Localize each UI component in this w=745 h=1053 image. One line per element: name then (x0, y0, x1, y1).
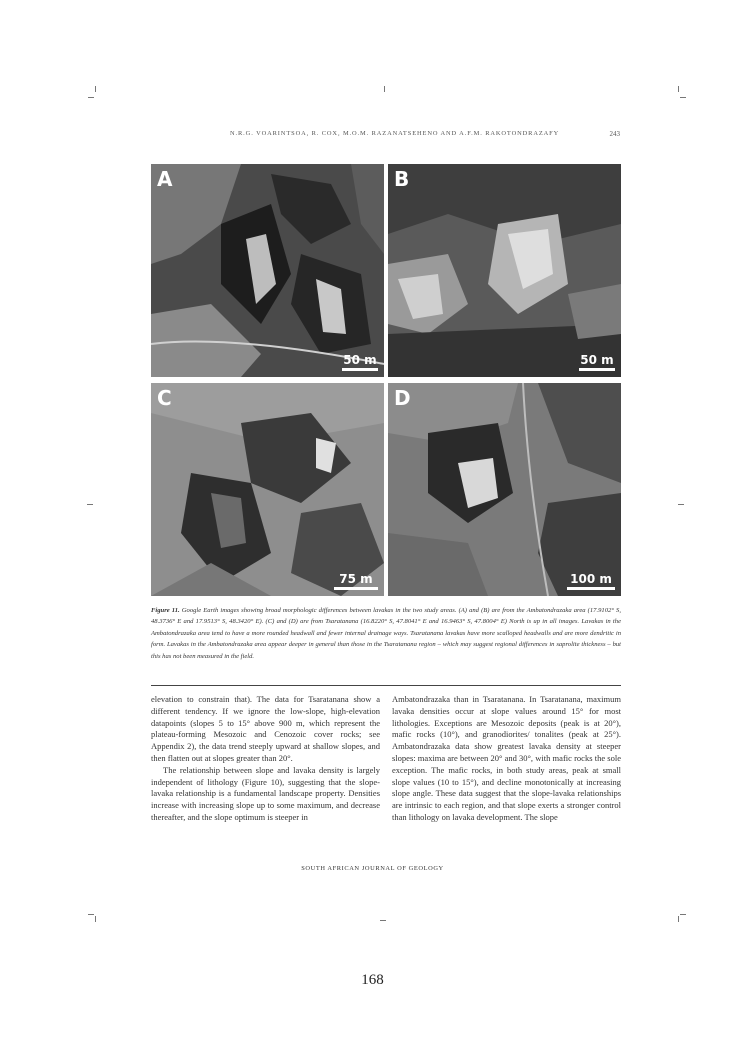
page-folio: 168 (361, 972, 384, 988)
panel-label: B (394, 167, 410, 191)
scale-bar (567, 573, 615, 590)
crop-mark (87, 502, 93, 508)
crop-mark (93, 86, 99, 92)
figure-panel-b (388, 164, 621, 377)
panel-label: C (157, 386, 172, 410)
scale-bar (342, 354, 378, 371)
figure-panel-d (388, 383, 621, 596)
scale-label: 50 m (343, 353, 377, 367)
scale-line (342, 368, 378, 371)
figure-panel-c (151, 383, 384, 596)
caption-text: Google Earth images showing broad morphologic differences between lavakas in the two study areas. (A) and (B) are from the Ambatondrazaka area (17.9102° S, 48.3736° E and 17.9513° S, 48.3420° E). (C) and (D) are from Tsaratanana (16.8220° S, 47.8041° E and 16.9463° S, 47.8004° E) North is up in all images. Lavakas in the Ambatondrazaka area tend to have a more rounded headwall and fewer internal drainage ways. Tsaratanana lavakas have more scalloped headwalls and are more dendritic in form. Lavakas in the Ambatondrazaka area appear deeper in general than those in the Tsaratanana region – which may suggest regional differences in saprolite thickness – but this has not been measured in the field. (151, 607, 621, 660)
crop-mark (88, 95, 94, 101)
crop-mark (380, 918, 386, 924)
paragraph: The relationship between slope and lavaka density is largely independent of lithology (Figure 10), suggesting that the slope-lavaka relationship is a fundamental landscape property. Densities increase with increasing slope up to some maximum, and decrease thereafter, and the slope optimum is steeper in (151, 764, 380, 822)
panel-label: D (394, 386, 411, 410)
body-column-left (151, 694, 380, 824)
crop-mark (93, 916, 99, 922)
satellite-image-a (151, 164, 384, 377)
caption-divider (151, 685, 621, 686)
crop-mark (678, 502, 684, 508)
crop-mark (676, 86, 682, 92)
crop-mark (382, 86, 388, 92)
paragraph: elevation to constrain that). The data for Tsaratanana show a different tendency. If we ignore the low-slope, high-elevation datapoints (slopes 5 to 15° above 900 m, which represent the plateau-forming Mesozoic and Cenozoic cover rocks; see Appendix 2), the data trend steeply upward at shallow slopes, and then flatten out at slopes greater than 20°. (151, 694, 380, 763)
crop-mark (680, 912, 686, 918)
caption-label: Figure 11. (151, 607, 180, 614)
scale-line (579, 368, 615, 371)
figure-panel-a (151, 164, 384, 377)
paragraph: Ambatondrazaka than in Tsaratanana. In Tsaratanana, maximum lavaka densities occur at slope values around 15° for most lithologies. Exceptions are Mesozoic deposits (peak is at 20°), mafic rocks (10°), and granodiorites/ tonalites (peak at 25°). Ambatondrazaka data show greatest lavaka density at steeper slopes: maxima are between 20° and 30°, with mafic rocks the sole exception. The mafic rocks, in both study areas, peak at small slope values (10 to 15°), and decline monotonically at increasing slope angle. These data suggest that the slope-lavaka relationships are intrinsic to each region, and that slope exerts a stronger control than lithology on lavaka development. The slope (392, 694, 621, 822)
scale-label: 75 m (339, 572, 373, 586)
crop-mark (680, 95, 686, 101)
satellite-image-b (388, 164, 621, 377)
satellite-image-c (151, 383, 384, 596)
scale-label: 100 m (570, 572, 612, 586)
journal-page-number: 243 (609, 130, 620, 138)
scale-bar (579, 354, 615, 371)
satellite-image-d (388, 383, 621, 596)
scale-label: 50 m (580, 353, 614, 367)
scale-line (334, 587, 378, 590)
scale-bar (334, 573, 378, 590)
figure-caption (151, 605, 621, 662)
body-column-right (392, 694, 621, 824)
panel-label: A (157, 167, 173, 191)
scale-line (567, 587, 615, 590)
running-head-authors: N.R.G. VOARINTSOA, R. COX, M.O.M. RAZANATSEHENO AND A.F.M. RAKOTONDRAZAFY (230, 130, 560, 137)
figure-11 (151, 164, 621, 596)
journal-footer: SOUTH AFRICAN JOURNAL OF GEOLOGY (301, 865, 444, 872)
